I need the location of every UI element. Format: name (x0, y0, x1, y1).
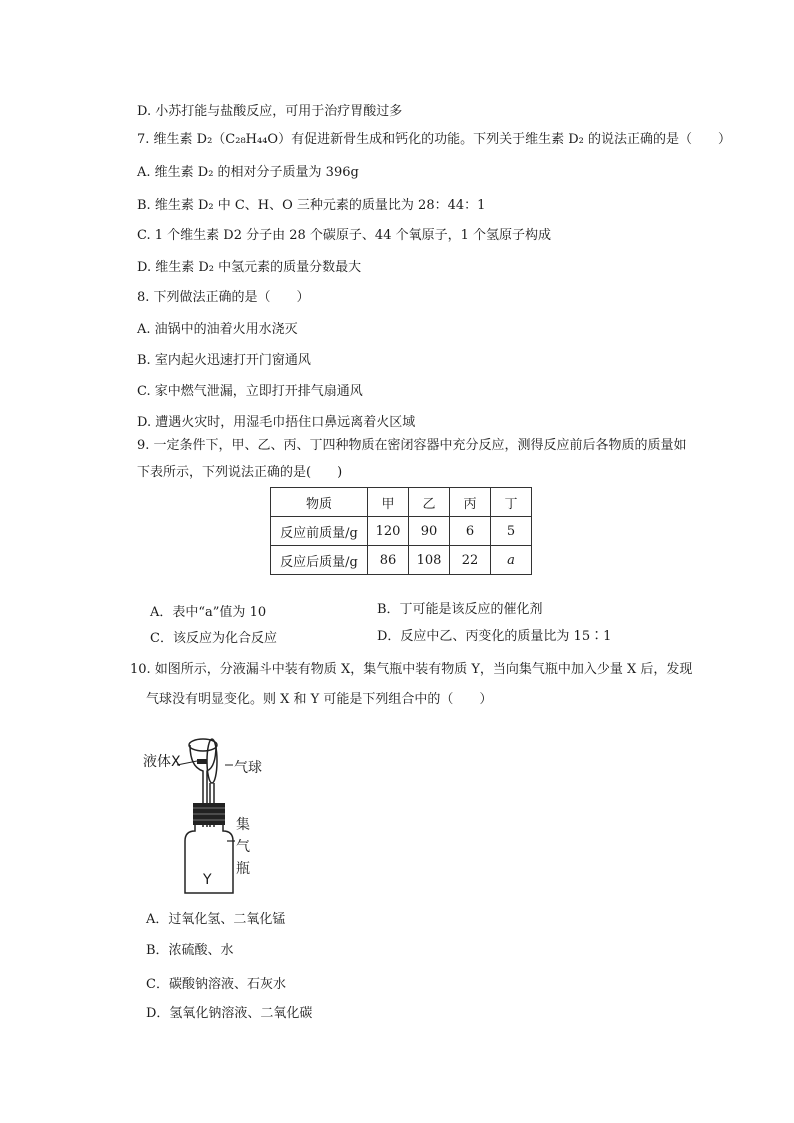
table-cell: 乙 (409, 488, 450, 517)
q8-option-d: D. 遭遇火灾时，用湿毛巾捂住口鼻远离着火区域 (137, 415, 416, 430)
q9-option-d: D．反应中乙、丙变化的质量比为 15∶1 (377, 629, 612, 644)
table-cell: 物质 (271, 488, 368, 517)
liquid-x-label: 液体X (143, 754, 181, 770)
q7-option-b: B. 维生素 D₂ 中 C、H、O 三种元素的质量比为 28：44：1 (137, 198, 486, 213)
table-cell: 108 (409, 546, 450, 575)
table-row (271, 488, 532, 517)
q7-option-c: C. 1 个维生素 D2 分子由 28 个碳原子、44 个氧原子，1 个氢原子构成 (137, 228, 551, 243)
substance-y-label: Y (203, 872, 212, 888)
q10-option-d: D．氢氧化钠溶液、二氧化碳 (146, 1006, 313, 1021)
q6-option-d: D. 小苏打能与盐酸反应，可用于治疗胃酸过多 (137, 104, 403, 119)
table-cell: 反应后质量/g (271, 546, 368, 575)
q8-option-c: C. 家中燃气泄漏，立即打开排气扇通风 (137, 384, 363, 399)
q7-option-d: D. 维生素 D₂ 中氢元素的质量分数最大 (137, 260, 362, 275)
table-cell: 丁 (491, 488, 532, 517)
table-cell: 5 (491, 517, 532, 546)
table-row (271, 517, 532, 546)
gas-bottle-label: 集气瓶 (236, 817, 250, 877)
q8-stem: 8. 下列做法正确的是（ ） (137, 290, 310, 305)
table-cell: 22 (450, 546, 491, 575)
balloon-label: 气球 (234, 760, 262, 776)
q10-stem-line-2: 气球没有明显变化。则 X 和 Y 可能是下列组合中的（ ） (146, 692, 493, 707)
table-row (271, 546, 532, 575)
q9-option-b: B．丁可能是该反应的催化剂 (377, 602, 543, 617)
table-cell: 甲 (368, 488, 409, 517)
table-cell: 反应前质量/g (271, 517, 368, 546)
q7-option-a: A. 维生素 D₂ 的相对分子质量为 396g (137, 165, 359, 180)
q10-option-b: B．浓硫酸、水 (146, 943, 234, 958)
table-cell: 丙 (450, 488, 491, 517)
q7-stem: 7. 维生素 D₂（C₂₈H₄₄O）有促进新骨生成和钙化的功能。下列关于维生素 D₂ 的说法正确的是（ ） (137, 132, 731, 147)
q10-stem-line-1: 10. 如图所示，分液漏斗中装有物质 X，集气瓶中装有物质 Y，当向集气瓶中加入少量 X 后，发现 (130, 662, 693, 677)
q9-option-a: A．表中“a”值为 10 (150, 605, 267, 620)
table-cell: 90 (409, 517, 450, 546)
table-cell: 6 (450, 517, 491, 546)
q9-option-c: C．该反应为化合反应 (150, 631, 277, 646)
q10-apparatus-diagram (145, 735, 265, 899)
q8-option-b: B. 室内起火迅速打开门窗通风 (137, 353, 311, 368)
table-cell: 120 (368, 517, 409, 546)
table-cell: a (491, 546, 532, 575)
q8-option-a: A. 油锅中的油着火用水浇灭 (137, 322, 298, 337)
q10-option-a: A．过氧化氢、二氧化锰 (146, 912, 286, 927)
q9-stem-line-2: 下表所示，下列说法正确的是( ) (137, 465, 343, 480)
q9-stem-line-1: 9. 一定条件下，甲、乙、丙、丁四种物质在密闭容器中充分反应，测得反应前后各物质的质量如 (137, 438, 687, 453)
q10-option-c: C．碳酸钠溶液、石灰水 (146, 977, 286, 992)
q9-mass-table (270, 487, 532, 575)
table-cell: 86 (368, 546, 409, 575)
